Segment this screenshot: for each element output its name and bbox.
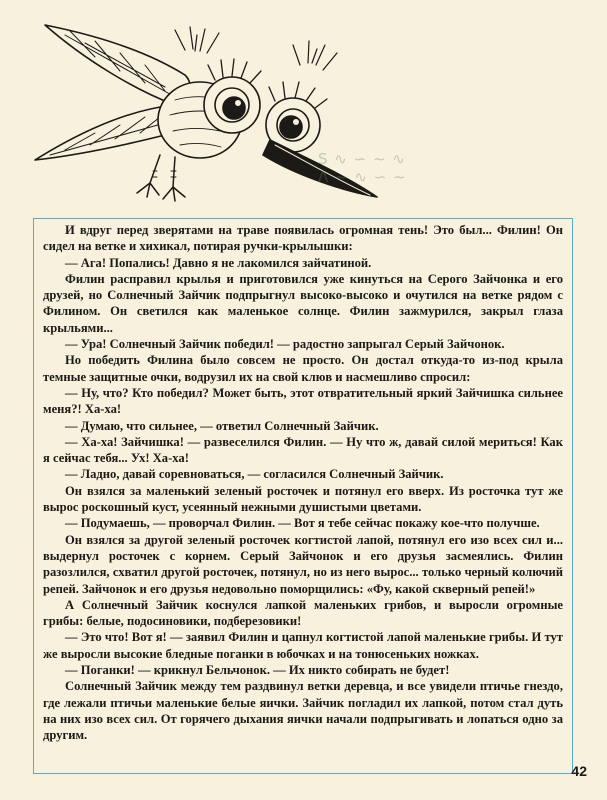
- paragraph: — Ура! Солнечный Зайчик победил! — радостно запрыгал Серый Зайчонок.: [65, 337, 505, 352]
- paragraph: — Ладно, давай соревноваться, — согласился Солнечный Зайчик.: [65, 467, 444, 482]
- paragraph: Он взялся за другой зеленый росточек когтистой лапой, потянул его изо всех сил и... выдернул росточек с корнем. Серый Зайчонок и его друзья засмеялись. Филин разозлился, схватил другой росточек, потянул, но из него вырос... только черный колючий репей. Зайчонок и его друзья недовольно поморщились: «Фу, какой скверный репей!»: [43, 532, 563, 596]
- paragraph: А Солнечный Зайчик коснулся лапкой маленьких грибов, и выросли огромные грибы: белые, подосиновики, подберезовики!: [43, 597, 563, 629]
- page-number: 42: [571, 763, 587, 779]
- paragraph: Но победить Филина было совсем не просто. Он достал откуда-то из-под крыла темные защитные очки, водрузил их на свой клюв и насмешливо спросил:: [43, 353, 563, 384]
- faded-background-lettering: Ѕ ∿ ∽ ∼ ∿ ᐱ ∼ ∿ ∽ ∼: [318, 150, 407, 186]
- owl-legs: [137, 155, 185, 201]
- story-text: [43, 222, 563, 744]
- paragraph: Солнечный Зайчик между тем раздвинул ветки деревца, и все увидели птичье гнездо, где лежали птичьи маленькие белые яички. Зайчик погладил их лапкой, потом стал дуть на них изо всех сил. От горячего дыхания яички начали подпрыгивать и лопаться одно за другим.: [43, 679, 563, 743]
- paragraph: — Ха-ха! Зайчишка! — развеселился Филин. — Ну что ж, давай силой мериться! Как я сейчас тебя... Ух! Ха-ха!: [43, 434, 563, 466]
- paragraph: — Думаю, что сильнее, — ответил Солнечный Зайчик.: [65, 418, 379, 433]
- paragraph: Филин расправил крылья и приготовился уже кинуться на Серого Зайчонка и его друзей, но Солнечный Зайчик подпрыгнул высоко-высоко и очутился на ветке рядом с Филином. Он светился как маленькое солнце. Филин зажмурился, закрыл глаза крыльями...: [43, 271, 563, 335]
- paragraph: — Ага! Попались! Давно я не лакомился зайчатиной.: [65, 255, 372, 270]
- paragraph: — Поганки! — крикнул Бельчонок. — Их никто собирать не будет!: [65, 663, 450, 678]
- paragraph: — Подумаешь, — проворчал Филин. — Вот я тебе сейчас покажу кое-что получше.: [65, 516, 540, 531]
- paragraph: — Ну, что? Кто победил? Может быть, этот отвратительный яркий Зайчишка сильнее меня?! Ха-ха!: [43, 385, 563, 417]
- paragraph: И вдруг перед зверятами на траве появилась огромная тень! Это был... Филин! Он сидел на ветке и хихикал, потирая ручки-крылышки:: [43, 223, 563, 254]
- paragraph: — Это что! Вот я! — заявил Филин и цапнул когтистой лапой маленькие грибы. И тут же выросли высокие бледные поганки в юбочках и на тонюсеньких ножках.: [43, 630, 563, 661]
- paragraph: Он взялся за маленький зеленый росточек и потянул его вверх. Из росточка тут же вырос роскошный куст, усеянный нежными душистыми цветами.: [43, 483, 563, 515]
